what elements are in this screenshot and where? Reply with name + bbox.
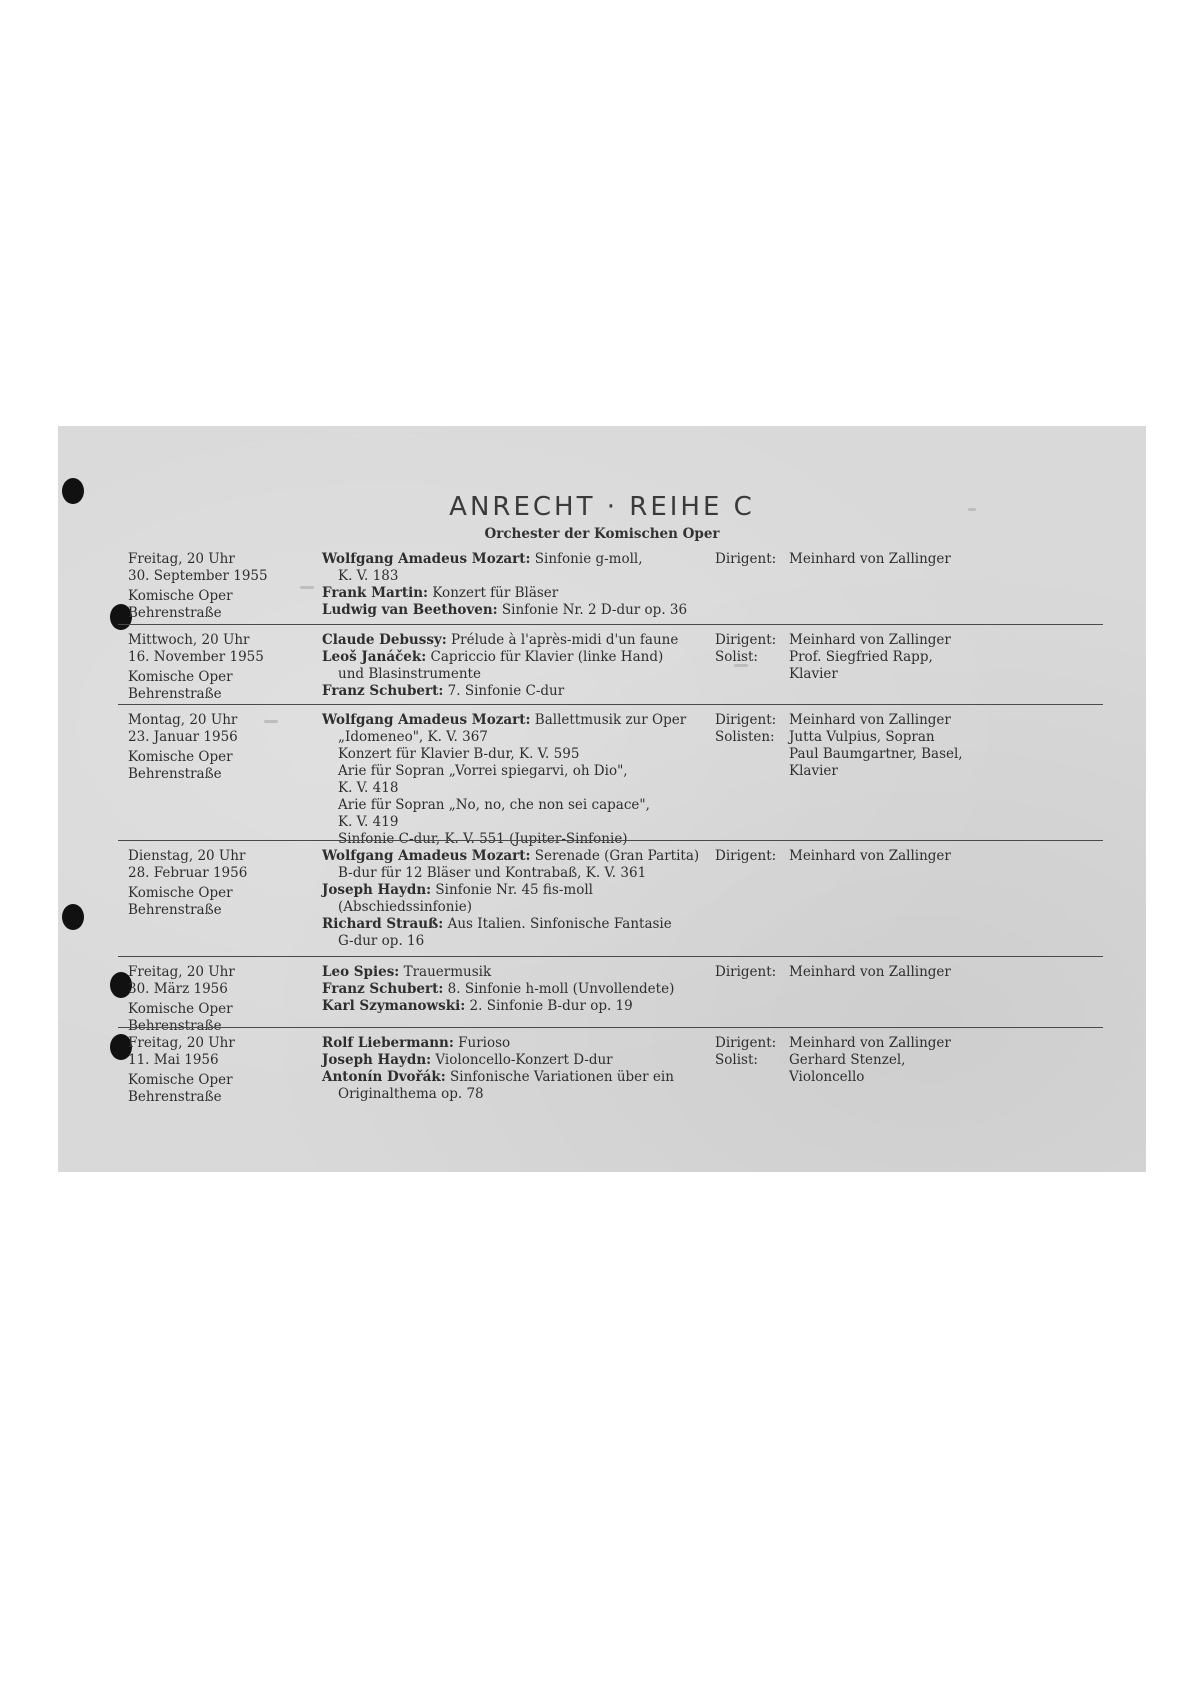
program-line [322,882,722,899]
work-title: Sinfonie Nr. 45 fis-moll [431,882,593,898]
program-line [322,683,722,700]
concert-date [128,848,308,919]
concert-venue [128,885,308,919]
page-title: ANRECHT · REIHE C [449,492,755,522]
performer-row [715,649,1005,683]
work-title: B-dur für 12 Bläser und Kontrabaß, K. V. 361 [338,865,647,881]
performer-name: Jutta Vulpius, Sopran [789,729,935,745]
performer-role: Solist: [715,649,758,665]
work-title: Sinfonie C-dur, K. V. 551 (Jupiter-Sinfonie) [338,831,628,847]
program-line [322,899,722,916]
program-line [322,666,722,683]
work-title: 8. Sinfonie h-moll (Unvollendete) [443,981,675,997]
program-line [322,585,722,602]
composer-name: Franz Schubert: [322,683,444,699]
concert-entry [118,624,1103,702]
program-line [322,1035,722,1052]
work-title: Originalthema op. 78 [338,1086,484,1102]
composer-name: Richard Strauß: [322,916,444,932]
venue-line: Komische Oper [128,1072,233,1088]
venue-line: Behrenstraße [128,1089,222,1105]
composer-name: Franz Schubert: [322,981,444,997]
venue-line: Komische Oper [128,588,233,604]
performer-names [789,1035,951,1052]
venue-line: Behrenstraße [128,902,222,918]
composer-name: Wolfgang Amadeus Mozart: [322,848,531,864]
program-line [322,981,722,998]
work-title: Ballettmusik zur Oper [530,712,687,728]
concert-performers [715,1035,1005,1086]
performer-name: Meinhard von Zallinger [789,1035,951,1051]
work-title: G-dur op. 16 [338,933,425,949]
performer-row [715,632,1005,649]
work-title: Violoncello-Konzert D-dur [431,1052,613,1068]
performer-row [715,1035,1005,1052]
concert-date-text: 11. Mai 1956 [128,1052,219,1068]
venue-line: Behrenstraße [128,766,222,782]
venue-line: Komische Oper [128,885,233,901]
program-line [322,746,722,763]
work-title: Konzert für Klavier B-dur, K. V. 595 [338,746,580,762]
composer-name: Ludwig van Beethoven: [322,602,498,618]
performer-names [789,712,951,729]
concert-date-text: 28. Februar 1956 [128,865,248,881]
concert-performers [715,551,1005,568]
work-title: Sinfonie Nr. 2 D-dur op. 36 [497,602,688,618]
venue-line: Behrenstraße [128,1018,222,1034]
performer-name: Meinhard von Zallinger [789,551,951,567]
work-title: Trauermusik [399,964,492,980]
program-line [322,568,722,585]
work-title: K. V. 183 [338,568,399,584]
composer-name: Leoš Janáček: [322,649,427,665]
punch-hole [62,904,84,930]
performer-names [789,964,951,981]
performer-row [715,712,1005,729]
concert-entry [118,840,1103,949]
concert-day-time: Freitag, 20 Uhr [128,964,235,980]
program-line [322,848,722,865]
concert-venue [128,749,308,783]
work-title: und Blasinstrumente [338,666,481,682]
performer-name: Meinhard von Zallinger [789,848,951,864]
venue-line: Behrenstraße [128,686,222,702]
program-card [58,426,1146,1172]
work-title: Sinfonie g-moll, [530,551,643,567]
work-title: Sinfonische Variationen über ein [445,1069,674,1085]
performer-names [789,1052,905,1086]
work-title: K. V. 418 [338,780,399,796]
performer-name: Klavier [789,763,838,779]
concert-program [322,551,722,619]
performer-name: Meinhard von Zallinger [789,632,951,648]
concert-date [128,712,308,783]
composer-name: Wolfgang Amadeus Mozart: [322,712,531,728]
composer-name: Antonín Dvořák: [322,1069,446,1085]
concert-day-time: Freitag, 20 Uhr [128,1035,235,1051]
performer-name: Violoncello [789,1069,865,1085]
performer-role: Solisten: [715,729,775,745]
concert-date [128,1035,308,1106]
concert-program [322,712,722,848]
performer-role: Dirigent: [715,551,777,567]
program-line [322,797,722,814]
concert-venue [128,669,308,703]
performer-role: Solist: [715,1052,758,1068]
concert-performers [715,964,1005,981]
performer-names [789,729,963,780]
work-title: K. V. 419 [338,814,399,830]
work-title: Prélude à l'après-midi d'un faune [446,632,679,648]
program-line [322,865,722,882]
composer-name: Karl Szymanowski: [322,998,466,1014]
concert-date-text: 30. September 1955 [128,568,268,584]
composer-name: Wolfgang Amadeus Mozart: [322,551,531,567]
performer-role: Dirigent: [715,1035,777,1051]
concert-program [322,964,722,1015]
concert-venue [128,1072,308,1106]
performer-row [715,551,1005,568]
concert-date [128,964,308,1035]
concert-performers [715,632,1005,683]
performer-names [789,632,951,649]
program-line [322,1052,722,1069]
performer-name: Meinhard von Zallinger [789,964,951,980]
page-subtitle: Orchester der Komischen Oper [484,526,720,542]
concert-entry [118,1027,1103,1105]
work-title: (Abschiedssinfonie) [338,899,473,915]
performer-row [715,848,1005,865]
venue-line: Komische Oper [128,1001,233,1017]
work-title: 2. Sinfonie B-dur op. 19 [465,998,633,1014]
program-line [322,933,722,950]
program-line [322,916,722,933]
concert-program [322,632,722,700]
performer-names [789,848,951,865]
performer-names [789,551,951,568]
program-line [322,780,722,797]
program-line [322,729,722,746]
work-title: Serenade (Gran Partita) [530,848,700,864]
performer-name: Meinhard von Zallinger [789,712,951,728]
program-line [322,602,722,619]
work-title: Arie für Sopran „No, no, che non sei capace", [338,797,650,813]
concert-day-time: Dienstag, 20 Uhr [128,848,246,864]
concert-date [128,551,308,622]
performer-role: Dirigent: [715,848,777,864]
concert-date [128,632,308,703]
program-line [322,551,722,568]
work-title: Capriccio für Klavier (linke Hand) [426,649,664,665]
work-title: Arie für Sopran „Vorrei spiegarvi, oh Dio", [338,763,628,779]
concert-venue [128,588,308,622]
performer-row [715,729,1005,780]
concert-date-text: 16. November 1955 [128,649,264,665]
concert-program [322,1035,722,1103]
program-line [322,763,722,780]
concert-day-time: Montag, 20 Uhr [128,712,238,728]
performer-row [715,1052,1005,1086]
work-title: 7. Sinfonie C-dur [443,683,565,699]
composer-name: Joseph Haydn: [322,882,432,898]
work-title: Aus Italien. Sinfonische Fantasie [443,916,672,932]
performer-names [789,649,933,683]
venue-line: Komische Oper [128,669,233,685]
performer-name: Paul Baumgartner, Basel, [789,746,963,762]
program-line [322,998,722,1015]
performer-name: Klavier [789,666,838,682]
composer-name: Claude Debussy: [322,632,447,648]
venue-line: Komische Oper [128,749,233,765]
performer-role: Dirigent: [715,712,777,728]
program-line [322,649,722,666]
concert-entry [118,704,1103,847]
program-line [322,814,722,831]
concert-program [322,848,722,950]
program-line [322,712,722,729]
venue-line: Behrenstraße [128,605,222,621]
work-title: „Idomeneo", K. V. 367 [338,729,488,745]
concert-performers [715,848,1005,865]
concert-performers [715,712,1005,780]
program-line [322,1069,722,1086]
composer-name: Joseph Haydn: [322,1052,432,1068]
composer-name: Leo Spies: [322,964,400,980]
performer-row [715,964,1005,981]
performer-role: Dirigent: [715,964,777,980]
composer-name: Rolf Liebermann: [322,1035,454,1051]
performer-name: Gerhard Stenzel, [789,1052,906,1068]
concert-date-text: 23. Januar 1956 [128,729,238,745]
program-line [322,1086,722,1103]
concert-date-text: 30. März 1956 [128,981,228,997]
performer-role: Dirigent: [715,632,777,648]
concert-day-time: Freitag, 20 Uhr [128,551,235,567]
work-title: Furioso [453,1035,511,1051]
concert-entry [118,956,1103,1034]
performer-name: Prof. Siegfried Rapp, [789,649,933,665]
concert-day-time: Mittwoch, 20 Uhr [128,632,250,648]
program-line [322,632,722,649]
composer-name: Frank Martin: [322,585,429,601]
program-line [322,964,722,981]
work-title: Konzert für Bläser [428,585,559,601]
